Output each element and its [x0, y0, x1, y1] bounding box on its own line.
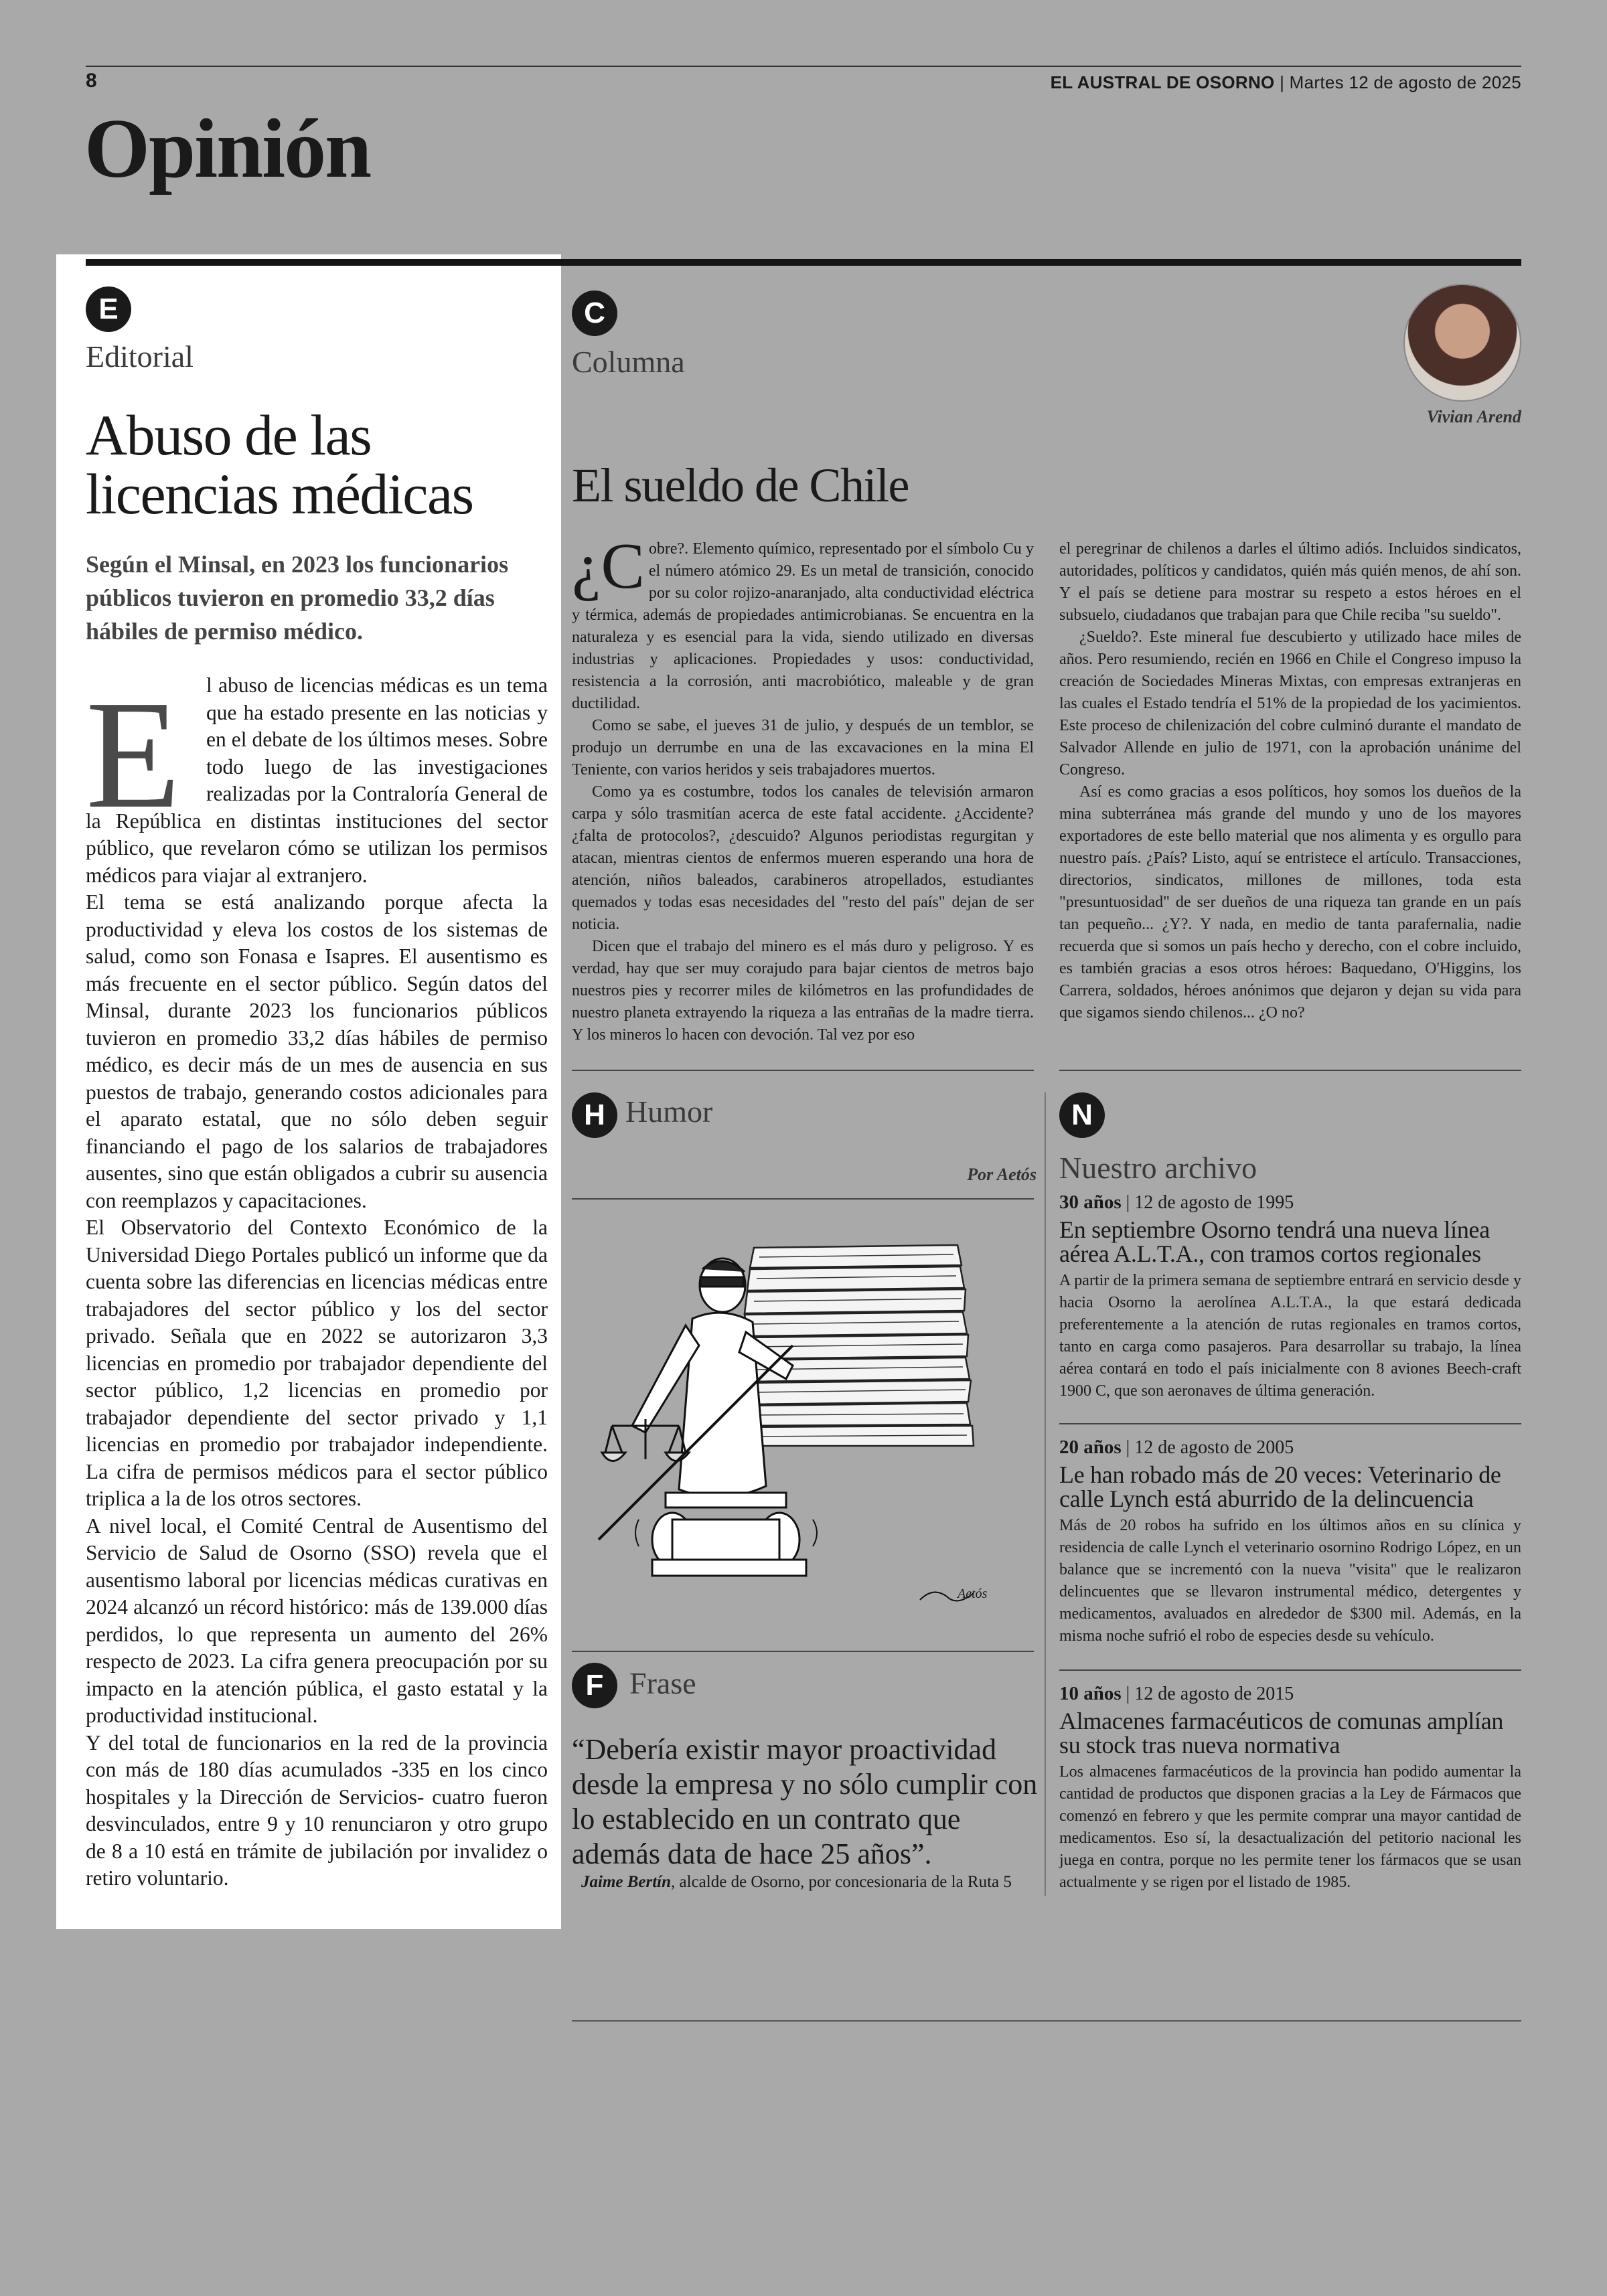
- frase-quote: “Debería existir mayor proactividad desde la empresa y no sólo cumplir con lo establecido en un contrato que además data de hace 25 años”.: [572, 1733, 1038, 1870]
- frase-role: , alcalde de Osorno, por concesionaria de la Ruta 5: [671, 1873, 1012, 1891]
- page-number: 8: [86, 70, 97, 92]
- archivo-badge-icon: N: [1059, 1092, 1105, 1138]
- column-body-right: [1059, 538, 1521, 1024]
- section-thick-rule: [86, 259, 1521, 266]
- column-paragraph: obre?. Elemento químico, representado por el símbolo Cu y el número atómico 29. Es un metal de transición, conocido por su color rojizo-anaranjado, alta conductividad eléctrica y térmica, además de propiedades antimicrobianas. Se encuentra en la naturaleza y es esencial para la vida, siendo utilizado en diversas industrias y aplicaciones. Propiedades y usos: conductividad, resistencia a la corrosión, anti macrobiótico, maleable y de gran ductilidad.: [572, 540, 1034, 712]
- editorial-paragraph: El Observatorio del Contexto Económico de la Universidad Diego Portales publicó un informe que da cuenta sobre las diferencias en licencias médicas entre trabajadores del sector público y los del sector privado. Señala que en 2022 se autorizaron 3,3 licencias en promedio por trabajador dependiente del sector público, 1,2 licencias en promedio por trabajador dependiente del sector privado y 1,1 licencias en promedio por trabajador independiente. La cifra de permisos médicos para el sector público triplica a la de los otros sectores.: [86, 1216, 548, 1510]
- column-kicker: Columna: [572, 345, 685, 379]
- frase-badge-icon: F: [572, 1663, 617, 1708]
- editorial-badge-icon: E: [86, 286, 131, 332]
- newspaper-name: EL AUSTRAL DE OSORNO: [1050, 72, 1275, 92]
- archivo-date: 12 de agosto de 2005: [1134, 1437, 1294, 1458]
- column-divider-right: [1059, 1070, 1521, 1071]
- humor-byline: Por Aetós: [967, 1165, 1037, 1184]
- editorial-paragraph: l abuso de licencias médicas es un tema que ha estado presente en las noticias y en el debate de los últimos meses. Sobre todo luego de las investigaciones realizadas por la Contraloría General de la República en distintas instituciones del sector público, que revelaron cómo se utilizan los permisos médicos para viajar al extranjero.: [86, 673, 548, 887]
- archivo-headline: En septiembre Osorno tendrá una nueva línea aérea A.L.T.A., con tramos cortos regionales: [1059, 1216, 1490, 1267]
- frase-citation: [581, 1873, 1012, 1892]
- section-title: Opinión: [84, 102, 371, 195]
- column-paragraph: Dicen que el trabajo del minero es el más duro y peligroso. Y es verdad, hay que ser muy corajudo para bajar cientos de metros bajo nuestros pies y recorrer miles de kilómetros en las profundidades de nuestro planeta extrayendo la riqueza a las entrañas de la madre tierra. Y los mineros lo hacen con devoción. Tal vez por eso: [572, 938, 1034, 1044]
- archivo-divider: [1059, 1423, 1521, 1424]
- editorial-paragraph: A nivel local, el Comité Central de Ausentismo del Servicio de Salud de Osorno (SSO) revela que el ausentismo laboral por licencias médicas curativas en 2024 alcanzó un récord histórico: más de 139.000 días perdidos, lo que representa un aumento del 26% respecto de 2023. La cifra genera preocupación por su impacto en la atención pública, el gasto estatal y la productividad institucional.: [86, 1513, 548, 1727]
- archivo-date: 12 de agosto de 2015: [1134, 1684, 1294, 1704]
- cartoon-illustration: [572, 1205, 1034, 1633]
- archivo-years: 10 años: [1059, 1683, 1122, 1704]
- humor-badge-icon: H: [572, 1092, 617, 1138]
- archivo-headline: Almacenes farmacéuticos de comunas amplían su stock tras nueva normativa: [1059, 1708, 1504, 1758]
- author-photo: [1403, 284, 1521, 402]
- column-author: Vivian Arend: [1426, 407, 1521, 426]
- archivo-item: 10 años | 12 de agosto de 2015 Almacenes farmacéuticos de comunas amplían su stock tras nueva normativa Los almacenes farmacéuticos de la provincia han podido aumentar la cantidad de productos que disponen gracias a la Ley de Fármacos que comenzó en febrero y que les permite comprar una mayor cantidad de medicamentos. Eso sí, la desactualización del petitorio nacional les juega en contra, porque no les permite tener los fármacos que se usan actualmente y se rigen por el listado de 1985.: [1059, 1683, 1521, 1894]
- column-dropcap: ¿C: [572, 530, 645, 602]
- editorial-body: [86, 669, 548, 1892]
- archivo-item: 30 años | 12 de agosto de 1995 En septiembre Osorno tendrá una nueva línea aérea A.L.T.A., con tramos cortos regionales A partir de la primera semana de septiembre entrará en servicio desde y hacia Osorno la aerolínea A.L.T.A., la que estará dedicada preferentemente a la atención de rutas regionales en tramos cortos, tanto en carga como pasajeros. Para desarrollar su trabajo, la línea aérea contará en todo el país inicialmente con 8 aviones Beech-craft 1900 C, que son aeronaves de última generación.: [1059, 1192, 1521, 1402]
- archivo-divider: [1059, 1669, 1521, 1671]
- editorial-kicker: Editorial: [86, 339, 194, 374]
- editorial-title: Abuso de las licencias médicas: [86, 403, 473, 526]
- archivo-years: 30 años: [1059, 1192, 1122, 1213]
- header-rule: [86, 66, 1521, 67]
- editorial-paragraph: El tema se está analizando porque afecta la productividad y eleva los costos de los sistemas de salud, como son Fonasa e Isapres. El ausentismo es más frecuente en el sector público. Según datos del Minsal, durante 2023 los funcionarios públicos tuvieron en promedio 33,2 días hábiles de permiso médico, es decir más de un mes de ausencia en sus puestos de trabajo, generando costos adicionales para el aparato estatal, que no sólo deben seguir financiando el pago de los salarios de trabajadores ausentes, sino que están obligados a cubrir su ausencia con reemplazos y capacitaciones.: [86, 890, 548, 1212]
- archivo-body: Los almacenes farmacéuticos de la provincia han podido aumentar la cantidad de productos que disponen gracias a la Ley de Fármacos que comenzó en febrero y que les permite comprar una mayor cantidad de medicamentos. Eso sí, la desactualización del petitorio nacional les juega en contra, porque no les permite tener los fármacos que se usan actualmente y se rigen por el listado de 1985.: [1059, 1763, 1521, 1891]
- issue-date: Martes 12 de agosto de 2025: [1289, 72, 1521, 92]
- page-bottom-rule: [572, 2020, 1521, 2022]
- column-badge-icon: C: [572, 291, 617, 336]
- archivo-item: 20 años | 12 de agosto de 2005 Le han robado más de 20 veces: Veterinario de calle Lynch está aburrido de la delincuencia Más de 20 robos ha sufrido en los últimos años en su clínica y residencia de calle Lynch el veterinario osornino Rodrigo López, en un balance que se incrementó con la nueva "visita" que le realizaron delincuentes que se llevaron instrumental médico, detergentes y medicamentos, avaluados en alrededor de $300 mil. Además, en la misma noche sufrió el robo de especies desde su vehículo.: [1059, 1437, 1521, 1647]
- column-paragraph: Así es como gracias a esos políticos, hoy somos los dueños de la mina subterránea más grande del mundo y uno de los mayores exportadores de este bello material que nos alimenta y es orgullo para nuestro país. ¿País? Listo, aquí se entristece el artículo. Transacciones, directorios, sindicatos, millones de millones, toda esta "presuntuosidad" de ser dueños de una riqueza tan grande en un país tan pequeño... ¿Y?. Y nada, en medio de tanta parafernalia, nadie recuerda que si somos un país hecho y derecho, con el cobre incluido, es también gracias a esos otros héroes: Baquedano, O'Higgins, los Carrera, soldados, héroes anónimos que dejaron y dejan su vida para que sigamos siendo chilenos... ¿O no?: [1059, 783, 1521, 1021]
- editorial-lede: Según el Minsal, en 2023 los funcionarios públicos tuvieron en promedio 33,2 días hábiles de permiso médico.: [86, 551, 509, 645]
- humor-kicker: Humor: [625, 1094, 713, 1129]
- archivo-body: Más de 20 robos ha sufrido en los últimos años en su clínica y residencia de calle Lynch el veterinario osornino Rodrigo López, en un balance que se incrementó con la nueva "visita" que le realizaron delincuentes que se llevaron instrumental médico, detergentes y medicamentos, avaluados en alrededor de $300 mil. Además, en la misma noche sufrió el robo de especies desde su vehículo.: [1059, 1517, 1521, 1645]
- column-paragraph: el peregrinar de chilenos a darles el último adiós. Incluidos sindicatos, autoridades, políticos y candidatos, quién más quién menos, de ahí son. Y el país se detiene para mostrar su respeto a estos héroes en el subsuelo, ciudadanos que trabajan para que Chile reciba "su sueldo".: [1059, 540, 1521, 624]
- editorial-paragraph: Y del total de funcionarios en la red de la provincia con más de 180 días acumulados -335 en los cinco hospitales y la Dirección de Servicios- cuatro fueron desvinculados, entre 9 y 10 renunciaron y otro grupo de 8 a 10 está en trámite de jubilación por invalidez o retiro voluntario.: [86, 1730, 548, 1890]
- archivo-headline: Le han robado más de 20 veces: Veterinario de calle Lynch está aburrido de la delincuencia: [1059, 1461, 1501, 1512]
- frase-kicker: Frase: [629, 1666, 696, 1700]
- cartoon-bottom-rule: [572, 1651, 1034, 1652]
- column-divider-left: [572, 1070, 1034, 1071]
- column-paragraph: ¿Sueldo?. Este mineral fue descubierto y utilizado hace miles de años. Pero resumiendo, recién en 1966 en Chile el Congreso impuso la creación de Sociedades Mineras Mixtas, con empresas extranjeras en las cuales el Estado tendría el 51% de la propiedad de los yacimientos. Este proceso de chilenización del cobre culminó durante el mandato de Salvador Allende en julio de 1971, con la aprobación unánime del Congreso.: [1059, 629, 1521, 778]
- column-title: El sueldo de Chile: [572, 459, 909, 512]
- column-body-left: [572, 530, 1034, 1046]
- frase-author: Jaime Bertín: [581, 1873, 672, 1891]
- masthead: EL AUSTRAL DE OSORNO | Martes 12 de agosto de 2025: [1050, 72, 1521, 92]
- cartoon-top-rule: [572, 1198, 1034, 1200]
- archivo-date: 12 de agosto de 1995: [1134, 1192, 1294, 1213]
- column-paragraph: Como ya es costumbre, todos los canales de televisión armaron carpa y sólo trasmitían acerca de este fatal accidente. ¿Accidente? ¿falta de protocolos?, ¿descuido? Algunos periodistas regurgitan y atacan, mientras cientos de enfermos mueren esperando una hora de atención, niños baleados, carabineros atropellados, estudiantes quemados y todas esas necesidades del "resto del país" dejan de ser noticia.: [572, 783, 1034, 933]
- archivo-body: A partir de la primera semana de septiembre entrará en servicio desde y hacia Osorno la aerolínea A.L.T.A., la que estará dedicada preferentemente a la atención de rutas regionales en tramos cortos, tanto en carga como pasajeros. Para desarrollar su trabajo, la línea aérea contará en todo el país inicialmente con 8 aviones Beech-craft 1900 C, que son aeronaves de última generación.: [1059, 1272, 1521, 1400]
- column-paragraph: Como se sabe, el jueves 31 de julio, y después de un temblor, se produjo un derrumbe en una de las excavaciones en la mina El Teniente, con varios heridos y seis trabajadores muertos.: [572, 717, 1034, 778]
- dropcap-space: [86, 672, 206, 798]
- cartoon-signature: Aetós: [958, 1586, 988, 1601]
- archivo-kicker: Nuestro archivo: [1059, 1151, 1257, 1185]
- editorial-dropcap: E: [86, 669, 181, 841]
- archivo-years: 20 años: [1059, 1437, 1122, 1458]
